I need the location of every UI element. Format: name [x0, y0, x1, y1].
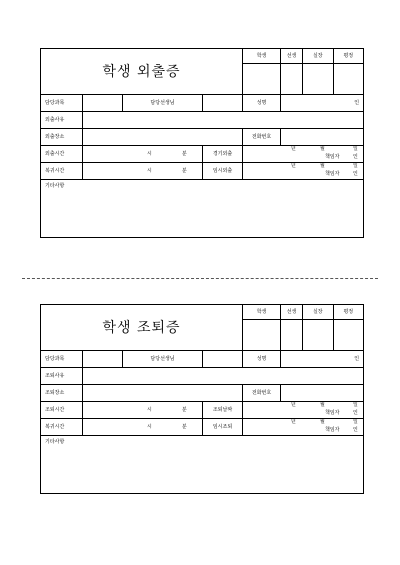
- field-name-seal[interactable]: 인: [281, 95, 364, 112]
- approval-header-pair: [303, 305, 364, 320]
- label-teacher: 담당선생님: [123, 351, 203, 368]
- field-date-b[interactable]: [243, 419, 364, 436]
- minute-unit: 분: [181, 406, 187, 413]
- approval-review-box[interactable]: [334, 64, 364, 94]
- field-teacher[interactable]: [203, 351, 243, 368]
- year-unit: 년: [291, 146, 296, 152]
- label-return-time: 복귀시간: [41, 163, 83, 180]
- label-teacher: 담당선생님: [123, 95, 203, 112]
- label-subject: 담당과목: [41, 351, 83, 368]
- label-reason: 조퇴사유: [41, 368, 83, 385]
- field-date-a[interactable]: [243, 402, 364, 419]
- approval-teacher-header: 선생: [281, 305, 303, 320]
- field-return-time[interactable]: [83, 163, 203, 180]
- label-out-time: 외출시간: [41, 146, 83, 163]
- day-unit: 일: [353, 146, 358, 152]
- approval-manager-box[interactable]: [303, 64, 334, 94]
- field-reason[interactable]: [83, 368, 364, 385]
- approval-review-header: 평정: [343, 53, 354, 59]
- seal-mark: 인: [353, 154, 358, 160]
- month-unit: 월: [320, 146, 325, 152]
- hour-unit: 시: [147, 423, 152, 430]
- label-type-a: 경기외출: [203, 146, 243, 163]
- month-unit: 월: [320, 419, 325, 425]
- hour-unit: 시: [147, 167, 152, 174]
- field-return-time[interactable]: [83, 419, 203, 436]
- field-subject[interactable]: [83, 351, 123, 368]
- label-out-time: 조퇴시간: [41, 402, 83, 419]
- approval-student-box[interactable]: [243, 320, 281, 351]
- field-place[interactable]: [83, 385, 243, 402]
- field-out-time[interactable]: [83, 402, 203, 419]
- label-place: 외출장소: [41, 129, 83, 146]
- approval-student-box[interactable]: [243, 64, 281, 95]
- form-title: 학생 외출증: [41, 49, 243, 95]
- label-phone: 전화번호: [243, 385, 281, 402]
- day-unit: 일: [353, 163, 358, 169]
- label-phone: 전화번호: [243, 129, 281, 146]
- label-place: 조퇴장소: [41, 385, 83, 402]
- month-unit: 월: [320, 402, 325, 408]
- label-name: 성명: [243, 95, 281, 112]
- label-type-b: 임시조퇴: [203, 419, 243, 436]
- year-unit: 년: [291, 163, 296, 169]
- label-type-a: 조퇴날짜: [203, 402, 243, 419]
- seal-mark: 인: [353, 171, 358, 177]
- label-notes: 기타사항: [45, 439, 65, 445]
- month-unit: 월: [320, 163, 325, 169]
- label-notes: 기타사항: [45, 183, 65, 189]
- approval-box-pair[interactable]: [303, 320, 364, 351]
- day-unit: 일: [353, 419, 358, 425]
- field-place[interactable]: [83, 129, 243, 146]
- pass-form-early-leave: [40, 304, 363, 494]
- approval-teacher-box[interactable]: [281, 64, 303, 95]
- approval-manager-header: 실장: [303, 49, 334, 63]
- approval-review-box[interactable]: [334, 320, 364, 350]
- approval-manager-box[interactable]: [303, 320, 334, 350]
- pass-form-outing: [40, 48, 363, 238]
- responsible-label: 책임자: [325, 154, 340, 160]
- label-type-b: 임시외출: [203, 163, 243, 180]
- minute-unit: 분: [181, 423, 187, 430]
- year-unit: 년: [291, 419, 296, 425]
- field-phone[interactable]: [281, 129, 364, 146]
- field-name-seal[interactable]: 인: [281, 351, 364, 368]
- seal-mark: 인: [353, 410, 358, 416]
- approval-manager-header: 실장: [303, 305, 334, 319]
- year-unit: 년: [291, 402, 296, 408]
- approval-box-pair[interactable]: [303, 64, 364, 95]
- minute-unit: 분: [181, 150, 187, 157]
- form-title: 학생 조퇴증: [41, 305, 243, 351]
- field-phone[interactable]: [281, 385, 364, 402]
- label-subject: 담당과목: [41, 95, 83, 112]
- responsible-label: 책임자: [325, 171, 340, 177]
- approval-student-header: 학생: [243, 305, 281, 320]
- responsible-label: 책임자: [325, 410, 340, 416]
- day-unit: 일: [353, 402, 358, 408]
- hour-unit: 시: [147, 150, 152, 157]
- approval-header-pair: [303, 49, 364, 64]
- approval-teacher-header: 선생: [281, 49, 303, 64]
- field-date-b[interactable]: [243, 163, 364, 180]
- field-out-time[interactable]: [83, 146, 203, 163]
- label-reason: 외출사유: [41, 112, 83, 129]
- seal-mark: 인: [353, 427, 358, 433]
- approval-student-header: 학생: [243, 49, 281, 64]
- responsible-label: 책임자: [325, 427, 340, 433]
- minute-unit: 분: [181, 167, 187, 174]
- approval-teacher-box[interactable]: [281, 320, 303, 351]
- field-teacher[interactable]: [203, 95, 243, 112]
- label-return-time: 복귀시간: [41, 419, 83, 436]
- field-subject[interactable]: [83, 95, 123, 112]
- field-date-a[interactable]: [243, 146, 364, 163]
- hour-unit: 시: [147, 406, 152, 413]
- field-reason[interactable]: [83, 112, 364, 129]
- cut-line: [22, 278, 378, 279]
- notes-area[interactable]: [41, 180, 364, 238]
- label-name: 성명: [243, 351, 281, 368]
- approval-review-header: 평정: [343, 309, 354, 315]
- notes-area[interactable]: [41, 436, 364, 494]
